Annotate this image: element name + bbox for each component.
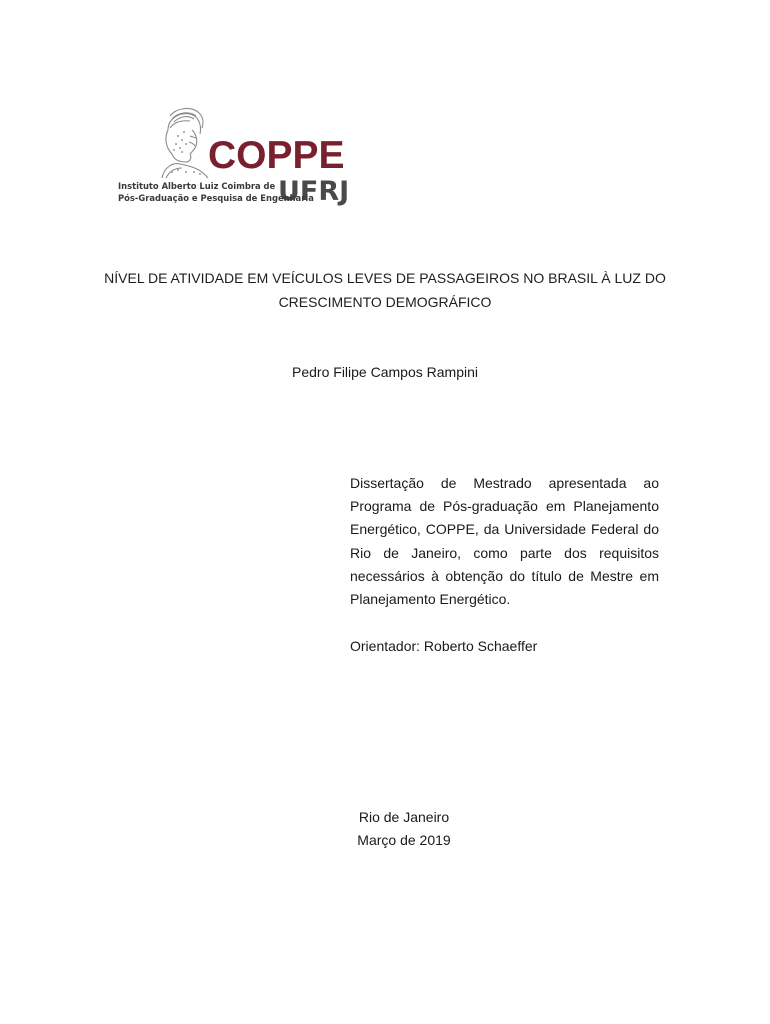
advisor: Orientador: Roberto Schaeffer (350, 638, 538, 654)
place: Rio de Janeiro (358, 809, 450, 825)
helmeted-head-emblem-icon (156, 106, 216, 180)
date: Março de 2019 (357, 832, 451, 848)
ufrj-wordmark: UFRJ (278, 176, 350, 207)
institute-line-2: Pós-Graduação e Pesquisa de Engenharia (118, 193, 314, 203)
institute-name (118, 180, 314, 204)
coppe-ufrj-logo (118, 106, 358, 206)
dissertation-description: Dissertação de Mestrado apresentada ao Programa de Pós-graduação em Planejamento Energético, COPPE, da Universidade Federal do Rio de Janeiro, como parte dos requisitos necessários à obtenção do título de Mestre em Planejamento Energético. (350, 475, 659, 608)
dissertation-title: NÍVEL DE ATIVIDADE EM VEÍCULOS LEVES DE PASSAGEIROS NO BRASIL À LUZ DO CRESCIMENTO DEMOGRÁFICO (104, 270, 666, 310)
place-and-date (340, 806, 468, 852)
coppe-wordmark: COPPE (208, 134, 345, 177)
institute-line-1: Instituto Alberto Luiz Coimbra de (118, 181, 276, 191)
author-name: Pedro Filipe Campos Rampini (292, 364, 478, 380)
